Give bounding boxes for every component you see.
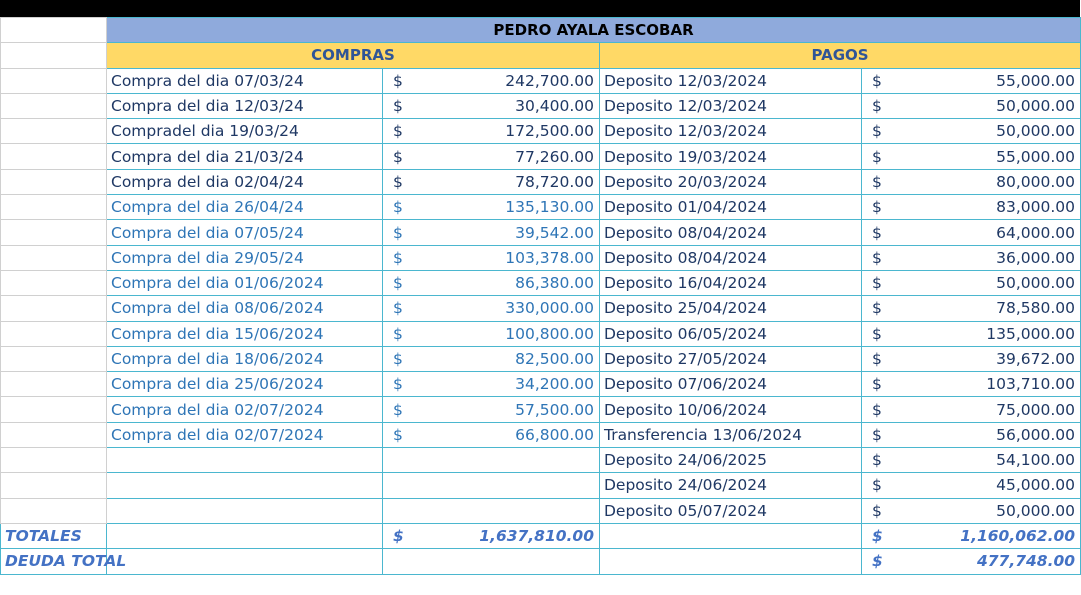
pago-amount[interactable]: [862, 346, 1081, 371]
cell-blank[interactable]: [1, 270, 107, 295]
deuda-label[interactable]: DEUDA TOTAL: [1, 549, 107, 574]
amount-value: 50,000.00: [996, 501, 1076, 520]
table-row: [1, 372, 1081, 397]
amount-value: 50,000.00: [996, 274, 1076, 293]
currency-symbol: $: [393, 198, 403, 217]
compra-amount[interactable]: [383, 372, 600, 397]
pago-amount[interactable]: [862, 321, 1081, 346]
cell-blank[interactable]: [1, 422, 107, 447]
table-row: [1, 498, 1081, 523]
top-black-bar: [0, 0, 1080, 17]
pago-description[interactable]: Deposito 06/05/2024: [600, 321, 862, 346]
pago-amount[interactable]: [862, 397, 1081, 422]
amount-value: 75,000.00: [996, 400, 1076, 419]
amount-value: 242,700.00: [505, 71, 594, 90]
sheet-title[interactable]: PEDRO AYALA ESCOBAR: [107, 18, 1081, 43]
compra-description[interactable]: Compra del dia 02/04/24: [107, 169, 383, 194]
compra-description[interactable]: [107, 448, 383, 473]
amount-value: 1,637,810.00: [479, 527, 594, 546]
pago-description[interactable]: Deposito 10/06/2024: [600, 397, 862, 422]
currency-symbol: $: [872, 172, 882, 191]
amount-value: 80,000.00: [996, 172, 1076, 191]
compra-amount[interactable]: [383, 195, 600, 220]
table-row: [1, 397, 1081, 422]
table-row: [1, 448, 1081, 473]
compra-description[interactable]: Compradel dia 19/03/24: [107, 119, 383, 144]
amount-value: 172,500.00: [505, 122, 594, 141]
amount-value: 86,380.00: [515, 274, 594, 293]
compra-description[interactable]: [107, 473, 383, 498]
cell-blank[interactable]: [1, 169, 107, 194]
totales-label[interactable]: TOTALES: [1, 523, 107, 548]
amount-value: 36,000.00: [996, 248, 1076, 267]
pago-amount[interactable]: [862, 195, 1081, 220]
cell-blank[interactable]: [1, 68, 107, 93]
currency-symbol: $: [872, 350, 882, 368]
deuda-value[interactable]: [862, 549, 1081, 574]
cell-blank[interactable]: [1, 498, 107, 523]
totales-pagos[interactable]: [862, 523, 1081, 548]
currency-symbol: $: [393, 147, 403, 166]
currency-symbol: $: [393, 172, 403, 191]
amount-value: 1,160,062.00: [960, 527, 1076, 546]
compra-amount[interactable]: [383, 422, 600, 447]
cell-blank[interactable]: [107, 549, 383, 574]
currency-symbol: $: [872, 223, 882, 242]
amount-value: 39,542.00: [515, 223, 594, 242]
currency-symbol: $: [872, 274, 882, 293]
amount-value: 66,800.00: [515, 425, 594, 444]
amount-value: 56,000.00: [996, 425, 1076, 444]
currency-symbol: $: [872, 501, 882, 520]
currency-symbol: $: [872, 425, 882, 444]
compras-header[interactable]: COMPRAS: [107, 43, 600, 68]
compra-amount[interactable]: [383, 119, 600, 144]
cell-blank[interactable]: [1, 346, 107, 371]
compra-description[interactable]: Compra del dia 08/06/2024: [107, 296, 383, 321]
table-row: [1, 321, 1081, 346]
currency-symbol: $: [393, 400, 403, 419]
currency-symbol: $: [872, 248, 882, 267]
cell-blank[interactable]: [1, 144, 107, 169]
pago-description[interactable]: Deposito 16/04/2024: [600, 270, 862, 295]
pago-amount[interactable]: [862, 296, 1081, 321]
currency-symbol: $: [872, 71, 882, 90]
compra-description[interactable]: Compra del dia 29/05/24: [107, 245, 383, 270]
table-row: [1, 473, 1081, 498]
cell-blank[interactable]: [600, 523, 862, 548]
currency-symbol: $: [393, 350, 403, 368]
pago-description[interactable]: Deposito 08/04/2024: [600, 220, 862, 245]
compra-description[interactable]: Compra del dia 01/06/2024: [107, 270, 383, 295]
amount-value: 103,710.00: [986, 375, 1076, 394]
amount-value: 34,200.00: [515, 375, 594, 394]
amount-value: 57,500.00: [515, 400, 594, 419]
cell-blank[interactable]: [1, 93, 107, 118]
amount-value: 50,000.00: [996, 97, 1076, 116]
currency-symbol: $: [872, 552, 883, 571]
currency-symbol: $: [393, 299, 403, 318]
table-row: [1, 270, 1081, 295]
pago-amount[interactable]: [862, 498, 1081, 523]
currency-symbol: $: [393, 248, 403, 267]
pago-description[interactable]: Deposito 07/06/2024: [600, 372, 862, 397]
cell-blank[interactable]: [1, 220, 107, 245]
amount-value: 100,800.00: [505, 324, 594, 343]
amount-value: 83,000.00: [996, 198, 1076, 217]
pago-amount[interactable]: [862, 220, 1081, 245]
compra-amount[interactable]: [383, 68, 600, 93]
pago-description[interactable]: Deposito 12/03/2024: [600, 119, 862, 144]
compra-amount[interactable]: [383, 270, 600, 295]
compra-amount[interactable]: [383, 397, 600, 422]
amount-value: 103,378.00: [505, 248, 594, 267]
table-row: [1, 119, 1081, 144]
compra-description[interactable]: Compra del dia 12/03/24: [107, 93, 383, 118]
pago-amount[interactable]: [862, 245, 1081, 270]
pago-description[interactable]: Deposito 12/03/2024: [600, 68, 862, 93]
pago-amount[interactable]: [862, 68, 1081, 93]
amount-value: 55,000.00: [996, 147, 1076, 166]
currency-symbol: $: [872, 198, 882, 217]
currency-symbol: $: [393, 324, 403, 343]
currency-symbol: $: [393, 527, 404, 546]
compra-description[interactable]: Compra del dia 02/07/2024: [107, 397, 383, 422]
pago-description[interactable]: Deposito 24/06/2025: [600, 448, 862, 473]
table-row: [1, 144, 1081, 169]
table-row: [1, 169, 1081, 194]
currency-symbol: $: [872, 147, 882, 166]
amount-value: 477,748.00: [976, 552, 1076, 571]
cell-blank[interactable]: [383, 549, 600, 574]
pago-amount[interactable]: [862, 448, 1081, 473]
currency-symbol: $: [872, 400, 882, 419]
currency-symbol: $: [393, 274, 403, 293]
currency-symbol: $: [393, 223, 403, 242]
pago-description[interactable]: Deposito 27/05/2024: [600, 346, 862, 371]
table-row: [1, 220, 1081, 245]
currency-symbol: $: [872, 97, 882, 116]
pagos-header[interactable]: PAGOS: [600, 43, 1081, 68]
cell-blank[interactable]: [1, 195, 107, 220]
cell-blank[interactable]: [1, 119, 107, 144]
pago-description[interactable]: Deposito 12/03/2024: [600, 93, 862, 118]
amount-value: 45,000.00: [996, 476, 1076, 495]
amount-value: 78,580.00: [996, 299, 1076, 318]
amount-value: 64,000.00: [996, 223, 1076, 242]
pago-description[interactable]: Transferencia 13/06/2024: [600, 422, 862, 447]
currency-symbol: $: [393, 71, 403, 90]
compra-description[interactable]: Compra del dia 25/06/2024: [107, 372, 383, 397]
currency-symbol: $: [872, 122, 882, 141]
spreadsheet: [0, 17, 1080, 595]
ledger-table: [0, 17, 1081, 575]
amount-value: 77,260.00: [515, 147, 594, 166]
amount-value: 30,400.00: [515, 97, 594, 116]
cell-blank[interactable]: [1, 245, 107, 270]
compra-description[interactable]: Compra del dia 15/06/2024: [107, 321, 383, 346]
pago-description[interactable]: Deposito 08/04/2024: [600, 245, 862, 270]
compra-amount[interactable]: [383, 169, 600, 194]
cell-blank[interactable]: [1, 397, 107, 422]
pago-description[interactable]: Deposito 25/04/2024: [600, 296, 862, 321]
compra-amount[interactable]: [383, 144, 600, 169]
amount-value: 39,672.00: [996, 350, 1076, 368]
pago-description[interactable]: Deposito 05/07/2024: [600, 498, 862, 523]
cell-blank[interactable]: [1, 43, 107, 68]
amount-value: 55,000.00: [996, 71, 1076, 90]
cell-blank[interactable]: [1, 321, 107, 346]
cell-blank[interactable]: [1, 296, 107, 321]
amount-value: 54,100.00: [996, 451, 1076, 470]
amount-value: 78,720.00: [515, 172, 594, 191]
compra-description[interactable]: Compra del dia 07/05/24: [107, 220, 383, 245]
pago-description[interactable]: Deposito 20/03/2024: [600, 169, 862, 194]
compra-amount[interactable]: [383, 498, 600, 523]
compra-description[interactable]: Compra del dia 21/03/24: [107, 144, 383, 169]
compra-amount[interactable]: [383, 321, 600, 346]
pago-amount[interactable]: [862, 473, 1081, 498]
totales-compras[interactable]: [383, 523, 600, 548]
cell-blank[interactable]: [1, 473, 107, 498]
pago-amount[interactable]: [862, 93, 1081, 118]
pago-description[interactable]: Deposito 01/04/2024: [600, 195, 862, 220]
deuda-row: [1, 549, 1081, 574]
amount-value: 82,500.00: [515, 350, 594, 368]
currency-symbol: $: [393, 375, 403, 394]
compra-amount[interactable]: [383, 346, 600, 371]
currency-symbol: $: [872, 324, 882, 343]
pago-amount[interactable]: [862, 270, 1081, 295]
pago-amount[interactable]: [862, 144, 1081, 169]
currency-symbol: $: [872, 451, 882, 470]
totales-row: [1, 523, 1081, 548]
cell-blank[interactable]: [107, 523, 383, 548]
currency-symbol: $: [393, 425, 403, 444]
cell-blank[interactable]: [1, 372, 107, 397]
pago-description[interactable]: Deposito 24/06/2024: [600, 473, 862, 498]
table-row: [1, 346, 1081, 371]
currency-symbol: $: [872, 527, 883, 546]
compra-amount[interactable]: [383, 93, 600, 118]
table-row: [1, 93, 1081, 118]
compra-description[interactable]: Compra del dia 18/06/2024: [107, 346, 383, 371]
currency-symbol: $: [393, 97, 403, 116]
amount-value: 330,000.00: [505, 299, 594, 318]
table-row: [1, 195, 1081, 220]
table-row: [1, 245, 1081, 270]
compra-description[interactable]: Compra del dia 26/04/24: [107, 195, 383, 220]
compra-amount[interactable]: [383, 448, 600, 473]
table-row: [1, 296, 1081, 321]
amount-value: 135,000.00: [986, 324, 1076, 343]
pago-description[interactable]: Deposito 19/03/2024: [600, 144, 862, 169]
table-row: [1, 422, 1081, 447]
cell-blank[interactable]: [1, 448, 107, 473]
compra-amount[interactable]: [383, 220, 600, 245]
compra-description[interactable]: [107, 498, 383, 523]
compra-amount[interactable]: [383, 473, 600, 498]
amount-value: 50,000.00: [996, 122, 1076, 141]
pago-amount[interactable]: [862, 372, 1081, 397]
pago-amount[interactable]: [862, 169, 1081, 194]
currency-symbol: $: [872, 476, 882, 495]
compra-amount[interactable]: [383, 245, 600, 270]
amount-value: 135,130.00: [505, 198, 594, 217]
currency-symbol: $: [393, 122, 403, 141]
pago-amount[interactable]: [862, 119, 1081, 144]
pago-amount[interactable]: [862, 422, 1081, 447]
compra-description[interactable]: Compra del dia 02/07/2024: [107, 422, 383, 447]
currency-symbol: $: [872, 375, 882, 394]
cell-blank[interactable]: [1, 18, 107, 43]
compra-description[interactable]: Compra del dia 07/03/24: [107, 68, 383, 93]
table-row: [1, 68, 1081, 93]
cell-blank[interactable]: [600, 549, 862, 574]
currency-symbol: $: [872, 299, 882, 318]
compra-amount[interactable]: [383, 296, 600, 321]
